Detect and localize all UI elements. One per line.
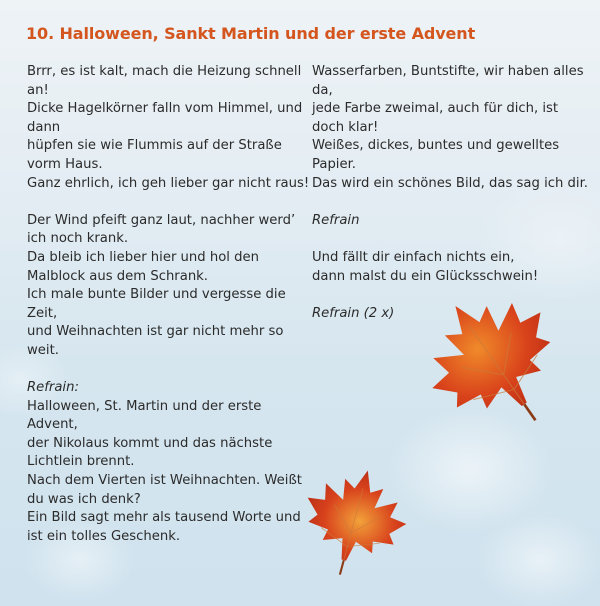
refrain-reference: Refrain [312, 212, 360, 228]
lyric-line: Lichtlein brennt. [27, 454, 135, 470]
stanza-gap [27, 193, 299, 212]
maple-leaf-icon [296, 464, 412, 580]
lyric-line: ist ein tolles Geschenk. [27, 528, 181, 544]
lyric-line: dann malst du ein Glücksschwein! [312, 268, 539, 284]
lyric-line: Halloween, St. Martin und der erste [27, 398, 262, 414]
lyric-line: Dicke Hagelkörner falln vom Himmel, und [27, 101, 303, 117]
lyric-line: da, [312, 82, 333, 98]
lyric-line: Nach dem Vierten ist Weihnachten. Weißt [27, 473, 302, 489]
left-column [27, 63, 310, 546]
lyric-line: vorm Haus. [27, 156, 103, 172]
refrain [27, 379, 302, 546]
lyric-line: und Weihnachten ist gar nicht mehr so [27, 324, 284, 340]
lyric-line: Papier. [312, 156, 356, 172]
lyric-line: hüpfen sie wie Flummis auf der Straße [27, 138, 282, 154]
lyric-line: weit. [27, 342, 59, 358]
stanza-gap [27, 361, 299, 380]
refrain-repeat: Refrain (2 x) [312, 305, 395, 321]
refrain-label: Refrain: [27, 380, 79, 396]
lyric-line: Der Wind pfeift ganz laut, nachher werd’ [27, 212, 296, 228]
lyric-line: Ganz ehrlich, ich geh lieber gar nicht raus! [27, 175, 310, 191]
lyric-line: Ein Bild sagt mehr als tausend Worte und [27, 510, 301, 526]
lyric-line: Das wird ein schönes Bild, das sag ich dir. [312, 175, 588, 191]
lyric-line: Zeit, [27, 305, 58, 321]
stanza-gap [312, 193, 584, 212]
lyric-line: Malblock aus dem Schrank. [27, 268, 208, 284]
lyric-line: Weißes, dickes, buntes und gewelltes [312, 138, 560, 154]
lyric-line: an! [27, 82, 49, 98]
lyric-line: Und fällt dir einfach nichts ein, [312, 249, 515, 265]
verse-2 [27, 212, 299, 361]
stanza-gap [312, 230, 584, 249]
lyric-line: der Nikolaus kommt und das nächste [27, 435, 273, 451]
lyric-line: Advent, [27, 417, 78, 433]
lyric-line: du was ich denk? [27, 491, 141, 507]
lyric-line: Da bleib ich lieber hier und hol den [27, 249, 259, 265]
lyric-line: doch klar! [312, 119, 379, 135]
verse-1 [27, 63, 310, 193]
maple-leaf-icon [420, 280, 570, 445]
lyric-line: dann [27, 119, 61, 135]
song-title: 10. Halloween, Sankt Martin und der erste Advent [26, 24, 476, 43]
lyric-line: jede Farbe zweimal, auch für dich, ist [312, 101, 559, 117]
lyric-line: Ich male bunte Bilder und vergesse die [27, 287, 286, 303]
lyric-line: ich noch krank. [27, 231, 129, 247]
lyric-line: Brrr, es ist kalt, mach die Heizung schnell [27, 64, 302, 79]
verse-3 [312, 63, 588, 193]
lyric-line: Wasserfarben, Buntstifte, wir haben alles [312, 64, 584, 79]
